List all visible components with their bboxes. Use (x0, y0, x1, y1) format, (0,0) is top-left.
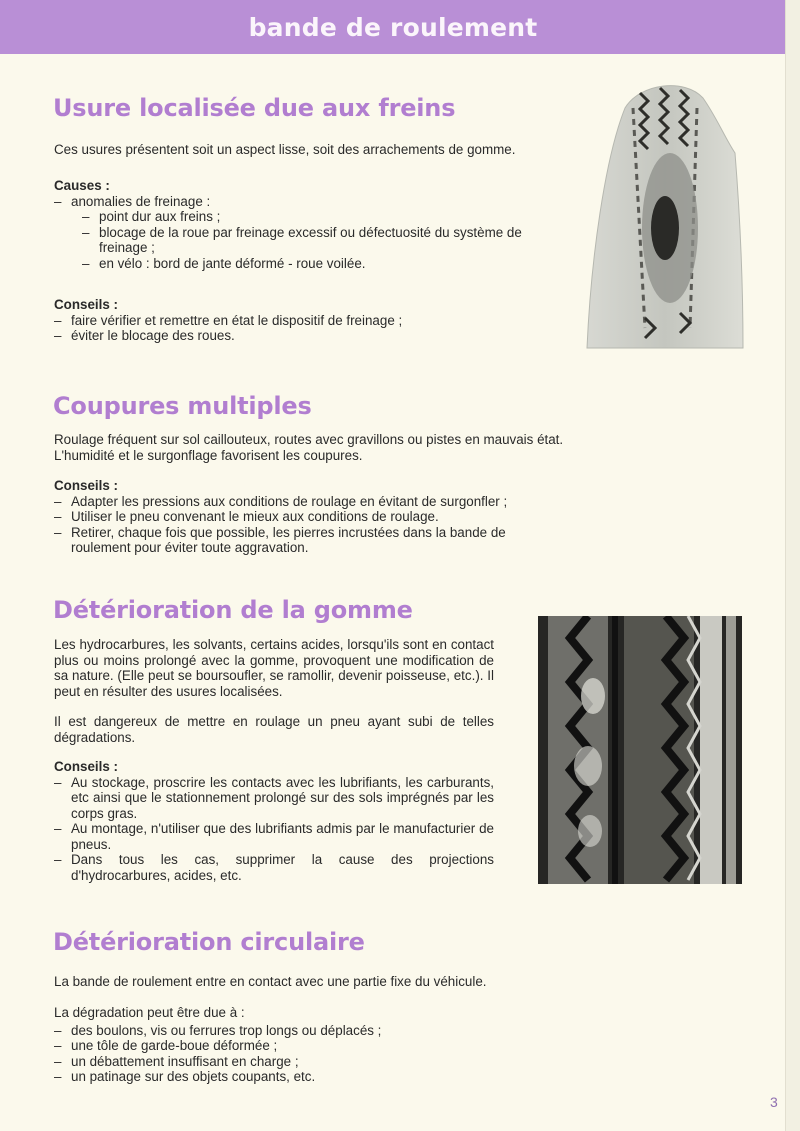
section-title-deterioration-circulaire: Détérioration circulaire (53, 928, 365, 956)
conseil-item: – Retirer, chaque fois que possible, les pierres incrustées dans la bande de roulement pour éviter toute aggravation. (54, 525, 554, 556)
conseils-list (54, 775, 494, 884)
tire-rubber-illustration (538, 616, 742, 884)
section-paragraph: Il est dangereux de mettre en roulage un pneu ayant subi de telles dégradations. (54, 714, 494, 745)
conseil-item: – éviter le blocage des roues. (54, 328, 574, 344)
degradation-list (54, 1023, 554, 1085)
intro-line: Roulage fréquent sur sol caillouteux, routes avec gravillons ou pistes en mauvais état. (54, 432, 564, 447)
cause-subitem: – point dur aux freins ; (82, 209, 554, 225)
page-number: 3 (770, 1094, 778, 1110)
conseil-item: – Dans tous les cas, supprimer la cause des projections d'hydrocarbures, acides, etc. (54, 852, 494, 883)
section-paragraph: Les hydrocarbures, les solvants, certains acides, lorsqu'ils sont en contact plus ou moins prolongé avec la gomme, provoquent une modification de sa nature. (Elle peut se boursoufler, se ramollir, devenir poisseuse, etc.). Il peut en résulter des usures localisées. (54, 637, 494, 699)
section-title-coupures: Coupures multiples (53, 392, 312, 420)
conseil-item: – Adapter les pressions aux conditions de roulage en évitant de surgonfler ; (54, 494, 554, 510)
section-intro: Ces usures présentent soit un aspect lisse, soit des arrachements de gomme. (54, 142, 516, 157)
cause-subitem: – blocage de la roue par freinage excessif ou défectuosité du système de freinage ; (82, 225, 554, 256)
cause-sublist (82, 209, 554, 271)
degradation-lead: La dégradation peut être due à : (54, 1005, 245, 1020)
conseils-block (54, 297, 574, 344)
degradation-block (54, 1005, 554, 1085)
conseil-item: – Au montage, n'utiliser que des lubrifiants admis par le manufacturier de pneus. (54, 821, 494, 852)
degradation-item: – une tôle de garde-boue déformée ; (54, 1038, 554, 1054)
header-title: bande de roulement (248, 12, 538, 42)
degradation-item: – des boulons, vis ou ferrures trop longs ou déplacés ; (54, 1023, 554, 1039)
cause-text: anomalies de freinage : (71, 193, 211, 209)
section-intro (54, 432, 634, 463)
conseils-label: Conseils : (54, 478, 118, 493)
conseil-item: – faire vérifier et remettre en état le dispositif de freinage ; (54, 313, 574, 329)
tire-brake-wear-illustration (585, 78, 745, 350)
cause-item (54, 194, 554, 272)
conseils-block (54, 759, 494, 883)
conseils-list (54, 313, 574, 344)
conseils-label: Conseils : (54, 759, 118, 774)
intro-line: L'humidité et le surgonflage favorisent les coupures. (54, 447, 363, 463)
conseil-item: – Au stockage, proscrire les contacts avec les lubrifiants, les carburants, etc ainsi que le stationnement prolongé sur des sols imprégnés par les corps gras. (54, 775, 494, 822)
degradation-item: – un patinage sur des objets coupants, etc. (54, 1069, 554, 1085)
page-edge (785, 0, 800, 1131)
causes-block (54, 178, 554, 271)
section-title-usure-freins: Usure localisée due aux freins (53, 94, 456, 122)
conseils-label: Conseils : (54, 297, 118, 312)
causes-list (54, 194, 554, 272)
section-title-deterioration-gomme: Détérioration de la gomme (53, 596, 413, 624)
cause-subitem: – en vélo : bord de jante déformé - roue voilée. (82, 256, 554, 272)
tire-photo-brake-wear (585, 78, 745, 350)
header-banner (0, 0, 786, 54)
conseils-block (54, 478, 554, 556)
degradation-item: – un débattement insuffisant en charge ; (54, 1054, 554, 1070)
conseils-list (54, 494, 554, 556)
causes-label: Causes : (54, 178, 110, 193)
conseil-item: – Utiliser le pneu convenant le mieux aux conditions de roulage. (54, 509, 554, 525)
section-intro: La bande de roulement entre en contact avec une partie fixe du véhicule. (54, 974, 487, 989)
tire-photo-rubber-deterioration (538, 616, 742, 884)
